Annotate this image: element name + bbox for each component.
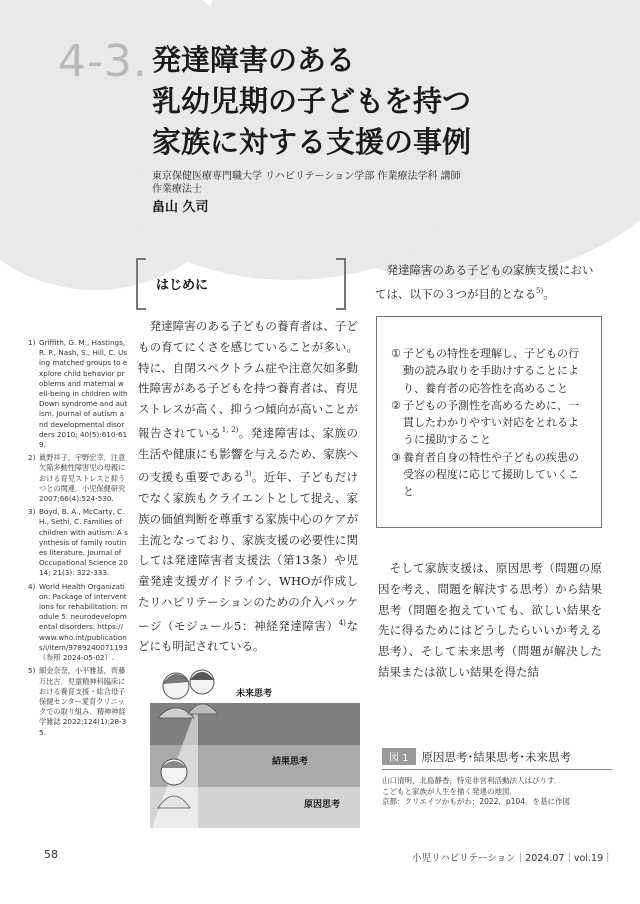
reference-item: 1) Griffith, G. M., Hastings, R. P., Nash, S., Hill, C. Using matched groups to explore child behavior problems and maternal well-being in children with Down syndrome and autism. Journal of autism and developmental disorders 2010; 40(5):610-619. [28,338,128,450]
label-cause: 原因思考 [304,800,341,810]
bracket-right [336,258,346,310]
article-title [152,40,592,163]
body-text-left: 発達障害のある子どもの養育者は、子どもの育てにくさを感じていることが多い。特に、自閉スペクトラム症や注意欠如多動性障害がある子どもを持つ養育者は、育児ストレスが高く、抑うつ傾向が高いことが報告されている$^{1, 2)}$。発達障害は、家族の生活や健康にも影響を与えるため、家族への支援も重要である$^{3)}$。近年、子どもだけでなく家族もクライエントとして捉え、家族の価値判断を尊重する家族中心のケアが主流となっており、家族支援の必要性に関しては発達障害者支援法（第13条）や児童発達支援ガイドライン、WHOが作成したリハビリテーションのための介入パッケージ（モジュール5：神経発達障害）$^{4)}$などにも明記されている。 [138,319,359,654]
reference-item: 3) Boyd, B. A., McCarty, C. H., Sethi, C. Families of children with autism: A synthesis of family routines literature. Journal of Occupational Science 2014; 21(3): 322-333. [28,507,128,578]
parents-illustration [158,670,218,718]
affiliation-line: 東京保健医療専門職大学 リハビリテーション学部 作業療法学科 講師 [152,171,461,182]
citation: 5) [536,286,544,295]
reference-item: 5) 細金奈奈，小平雅基，齊藤万比古．児童精神科臨床における養育支援・総合母子保健センター愛育クリニックでの取り組み．精神神経学雑誌 2022;124(1):28-35. [28,666,127,737]
citation: 3) [244,470,252,479]
label-result: 結果思考 [272,757,309,767]
goal-item: ② 子どもの予測性を高めるために、一貫したわかりやすい対応をとれるように援助すること [391,398,579,447]
title-line: 乳幼児期の子どもを持つ [152,84,472,118]
bracket-left [136,258,146,310]
figure-caption-title: 原因思考･結果思考･未来思考 [421,749,572,764]
goal-item: ③ 養育者自身の特性や子どもの疾患の受容の程度に応じて援助していくこと [391,450,579,499]
title-line: 家族に対する支援の事例 [152,125,472,159]
affiliation-line: 作業療法士 [152,184,202,195]
section-heading [136,258,346,310]
title-line: 発達障害のある [152,43,356,77]
section-heading-text: はじめに [156,278,209,293]
reference-item: 2) 眞野祥子，宇野宏幸．注意欠陥多動性障害児の母親における育児ストレスと抑うつとの関連．小児保健研究 2007;66(4):524-530. [28,453,126,504]
body-text-right: そして家族支援は、原因思考（問題の原因を考え、問題を解決する思考）から結果思考（問題を抱えていても、欲しい結果を先に得るためにはどうしたらいいか考える思考）、そして未来思考（問題が解決した結果または欲しい結果を得た結 [378,561,602,679]
goal-item: ① 子どもの特性を理解し、子どもの行動の読み取りを手助けすることにより、養育者の応答性を高めること [391,347,579,395]
label-future: 未来思考 [236,689,273,699]
citation: 1, 2) [221,425,239,434]
figure-badge: 図 1 [382,748,416,765]
figure-1 [150,658,360,828]
citation: 4) [338,618,346,627]
goals-box [376,316,602,528]
figure-caption [382,748,612,808]
references-column [28,338,128,741]
author-affiliation [152,170,461,196]
author-name: 畠山 久司 [152,200,209,215]
section-number: 4-3. [58,36,148,87]
figure-source: 山口清明，北島静香，特定非営利活動法人はびりす． こどもと家族が人生を描く発達の地図． 京都：クリエイツかもがわ；2022．p104．を基に作図 [382,776,571,806]
reference-item: 4) World Health Organization: Package of interventions for rehabilitation: module 5: neurodevelopmental disorders. https://www.who.int/publications/i/item/9789240071193（参照 2024-05-02）. [28,581,128,663]
journal-footer: 小児リハビリテーション｜2024.07｜vol.19｜ [412,853,613,864]
body-text-right-intro: 発達障害のある子どもの家族支援においては、以下の３つが目的となる$^{5)}$。 [375,263,594,301]
page-number: 58 [44,848,58,861]
